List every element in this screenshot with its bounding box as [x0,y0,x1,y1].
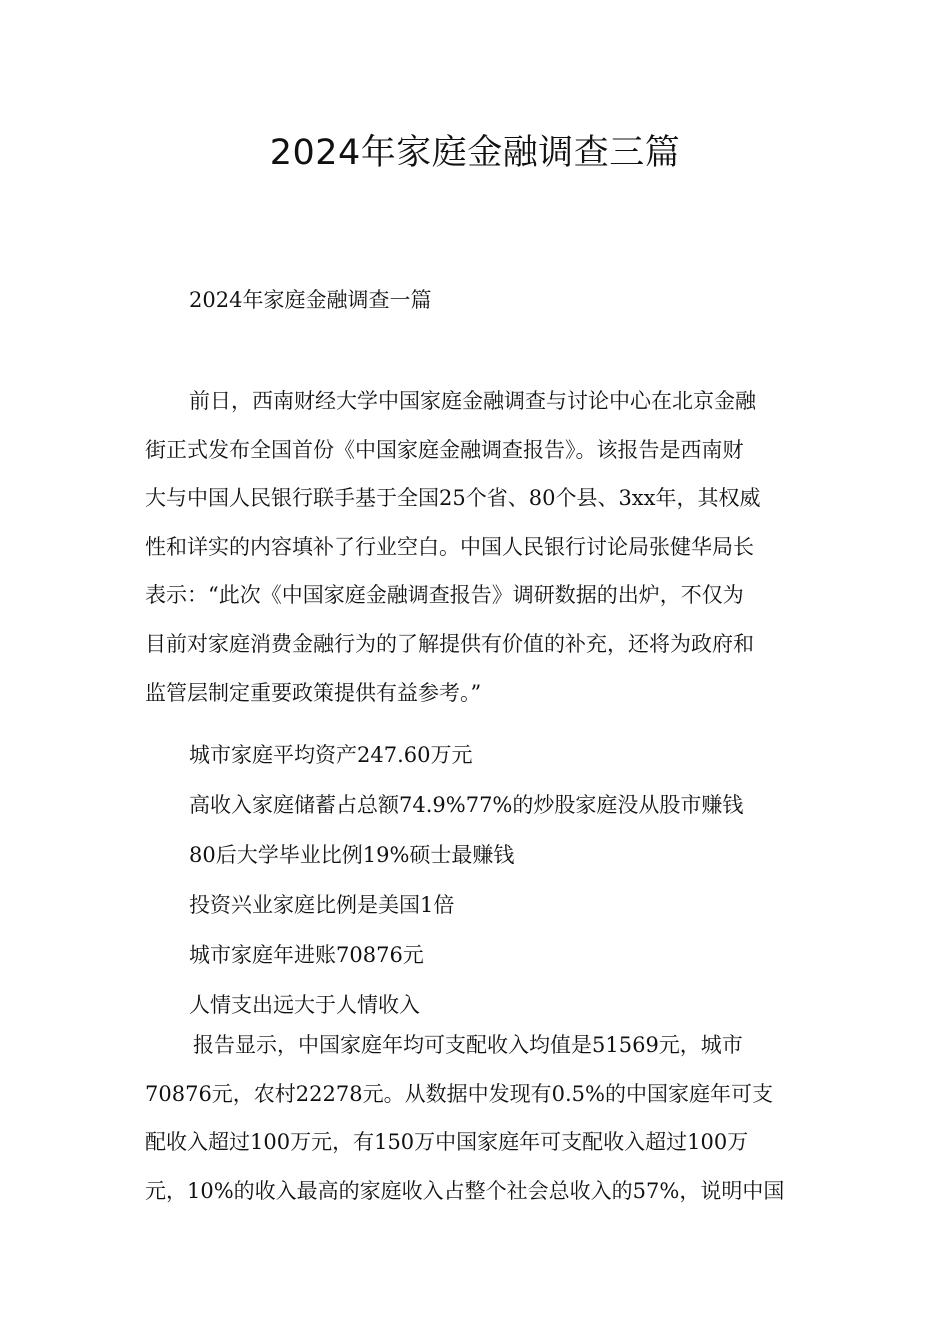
paragraph-line: 报告显示，中国家庭年均可支配收入均值是51569元，城市 [193,1033,743,1057]
paragraph-intro [145,377,807,717]
paragraph-report [145,1021,807,1215]
headline-item: 80后大学毕业比例19%硕士最赚钱 [189,843,515,867]
paragraph-line: 70876元，农村22278元。从数据中发现有0.5%的中国家庭年可支 [145,1081,773,1106]
paragraph-line: 监管层制定重要政策提供有益参考。” [145,680,482,705]
paragraph-line: 性和详实的内容填补了行业空白。中国人民银行讨论局张健华局长 [145,534,754,559]
paragraph-line: 目前对家庭消费金融行为的了解提供有价值的补充，还将为政府和 [145,631,754,656]
paragraph-line: 元，10%的收入最高的家庭收入占整个社会总收入的57%，说明中国 [145,1178,785,1203]
headline-item: 高收入家庭储蓄占总额74.9%77%的炒股家庭没从股市赚钱 [189,793,744,817]
document-subtitle: 2024年家庭金融调查一篇 [189,288,432,312]
paragraph-line: 配收入超过100万元，有150万中国家庭年可支配收入超过100万 [145,1130,749,1155]
paragraph-line: 前日，西南财经大学中国家庭金融调查与讨论中心在北京金融 [189,389,756,413]
headline-item: 城市家庭平均资产247.60万元 [189,743,473,767]
headline-list [189,730,743,1030]
headline-item: 人情支出远大于人情收入 [189,993,420,1017]
document-title: 2024年家庭金融调查三篇 [269,133,681,173]
paragraph-line: 街正式发布全国首份《中国家庭金融调查报告》。该报告是西南财 [145,437,744,462]
paragraph-line: 大与中国人民银行联手基于全国25个省、80个县、3xx年，其权威 [145,486,761,511]
headline-item: 城市家庭年进账70876元 [189,943,424,967]
paragraph-line: 表示：“此次《中国家庭金融调查报告》调研数据的出炉，不仅为 [145,583,744,608]
headline-item: 投资兴业家庭比例是美国1倍 [189,893,455,917]
